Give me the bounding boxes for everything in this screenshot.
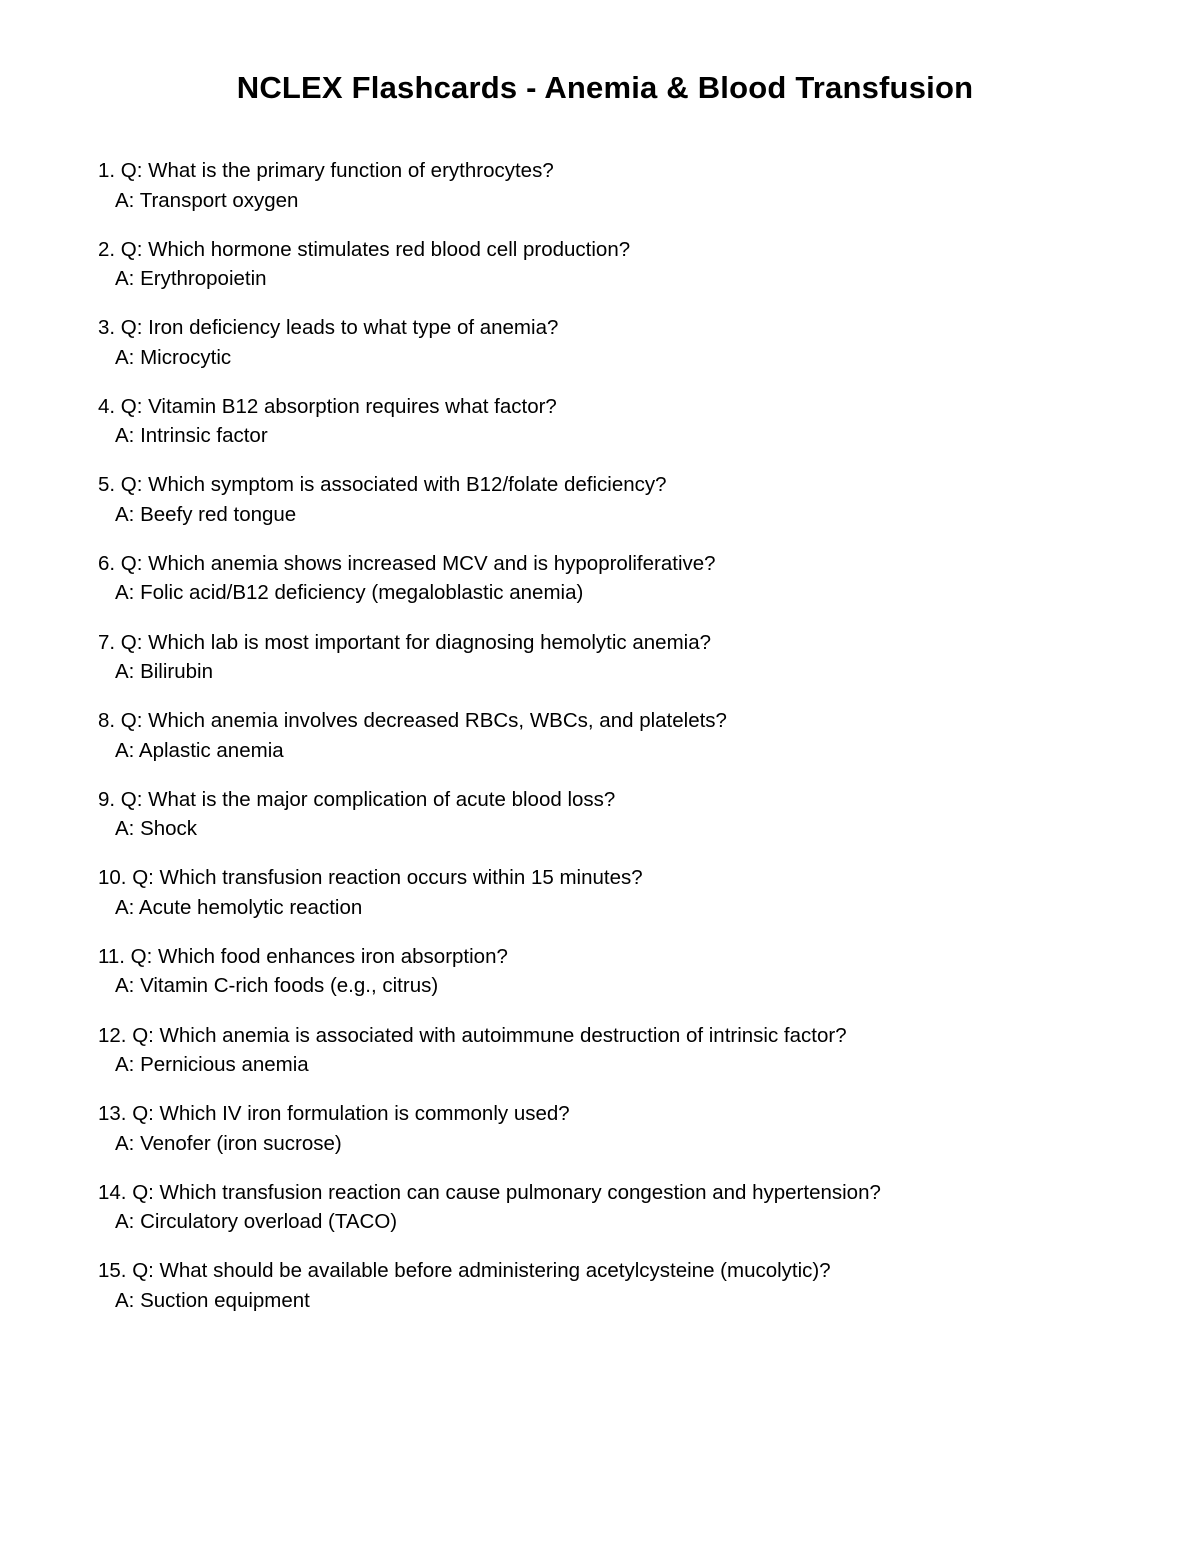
flashcard-answer: A: Vitamin C-rich foods (e.g., citrus) (115, 974, 439, 998)
flashcard-1 (98, 156, 1158, 235)
flashcard-question: 12. Q: Which anemia is associated with autoimmune destruction of intrinsic factor? (98, 1023, 847, 1047)
flashcard-question: 1. Q: What is the primary function of erythrocytes? (98, 159, 554, 182)
flashcard-question: 10. Q: Which transfusion reaction occurs within 15 minutes? (98, 866, 643, 890)
flashcard-question: 6. Q: Which anemia shows increased MCV and is hypoproliferative? (98, 551, 716, 575)
flashcard-answer: A: Circulatory overload (TACO) (115, 1210, 398, 1234)
flashcard-question: 13. Q: Which IV iron formulation is commonly used? (98, 1102, 570, 1126)
flashcard-question: 2. Q: Which hormone stimulates red blood cell production? (98, 237, 631, 261)
flashcard-10 (98, 863, 1158, 942)
flashcard-answer: A: Acute hemolytic reaction (115, 895, 363, 919)
flashcard-6 (98, 549, 1158, 628)
flashcard-2 (98, 235, 1158, 314)
flashcard-question: 7. Q: Which lab is most important for diagnosing hemolytic anemia? (98, 630, 711, 654)
flashcard-question: 11. Q: Which food enhances iron absorption? (98, 944, 508, 968)
flashcard-question: 15. Q: What should be available before administering acetylcysteine (mucolytic)? (98, 1259, 831, 1283)
document-title: NCLEX Flashcards - Anemia & Blood Transfusion (236, 70, 974, 105)
flashcard-question: 3. Q: Iron deficiency leads to what type of anemia? (98, 316, 559, 340)
flashcard-question: 14. Q: Which transfusion reaction can cause pulmonary congestion and hypertension? (98, 1180, 881, 1204)
flashcard-answer: A: Folic acid/B12 deficiency (megaloblastic anemia) (115, 581, 584, 605)
flashcard-7 (98, 628, 1158, 707)
flashcard-15 (98, 1256, 1158, 1335)
flashcard-answer: A: Pernicious anemia (115, 1053, 309, 1077)
flashcard-answer: A: Intrinsic factor (115, 424, 268, 448)
flashcard-answer: A: Venofer (iron sucrose) (115, 1131, 342, 1155)
flashcard-14 (98, 1178, 1158, 1257)
flashcard-question: 5. Q: Which symptom is associated with B12/folate deficiency? (98, 473, 667, 497)
flashcard-answer: A: Bilirubin (115, 660, 213, 684)
flashcard-question: 4. Q: Vitamin B12 absorption requires what factor? (98, 394, 557, 418)
flashcard-answer: A: Erythropoietin (115, 267, 267, 291)
flashcard-12 (98, 1021, 1158, 1100)
flashcard-8 (98, 706, 1158, 785)
flashcard-question: 9. Q: What is the major complication of acute blood loss? (98, 787, 616, 811)
flashcard-5 (98, 470, 1158, 549)
flashcard-answer: A: Aplastic anemia (115, 738, 284, 762)
flashcard-answer: A: Transport oxygen (115, 188, 299, 212)
flashcard-9 (98, 785, 1158, 864)
flashcard-question: 8. Q: Which anemia involves decreased RBCs, WBCs, and platelets? (98, 709, 727, 733)
flashcard-list (98, 156, 1158, 1335)
flashcard-13 (98, 1099, 1158, 1178)
flashcard-3 (98, 313, 1158, 392)
flashcard-answer: A: Microcytic (115, 345, 232, 369)
flashcard-answer: A: Shock (115, 817, 198, 841)
flashcard-4 (98, 392, 1158, 471)
flashcard-11 (98, 942, 1158, 1021)
flashcard-answer: A: Beefy red tongue (115, 502, 297, 526)
flashcard-answer: A: Suction equipment (115, 1288, 310, 1312)
